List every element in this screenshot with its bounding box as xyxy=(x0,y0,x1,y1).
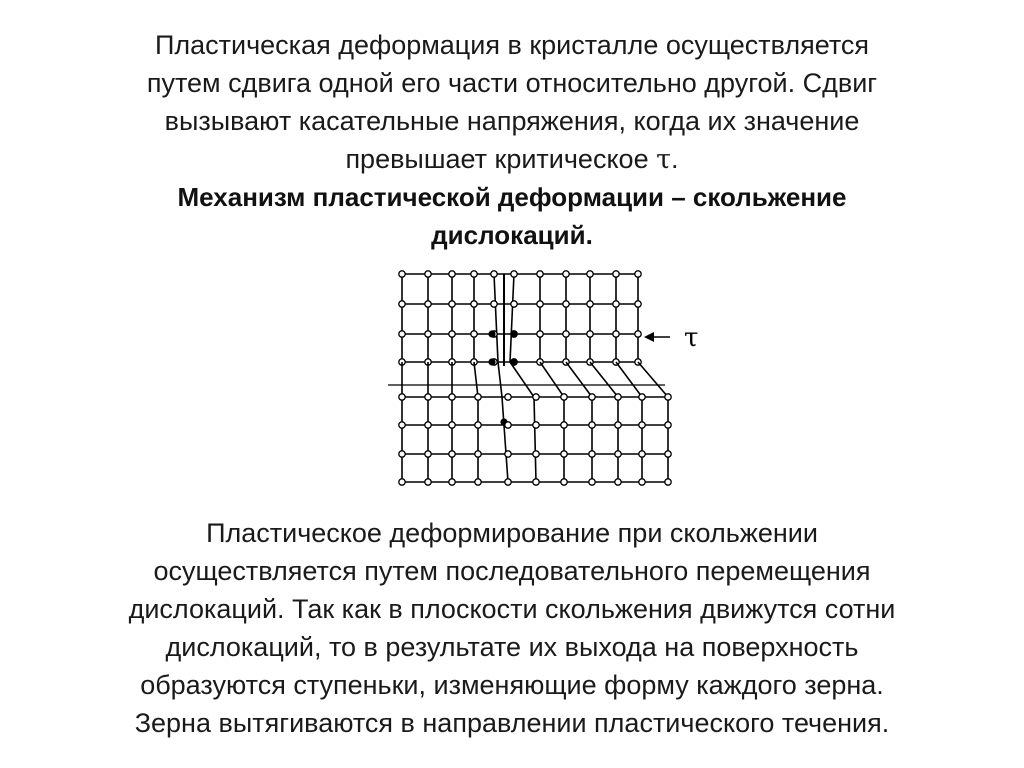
lattice-atom xyxy=(449,271,455,277)
lattice-atom xyxy=(399,271,405,277)
lattice-bond-line xyxy=(510,362,534,397)
lattice-atom xyxy=(399,422,405,428)
lattice-atom xyxy=(533,451,539,457)
lattice-atom xyxy=(537,271,543,277)
stress-label: τ xyxy=(684,323,699,353)
lattice-atom xyxy=(471,301,477,307)
lattice-atom xyxy=(537,331,543,337)
lattice-bond-line xyxy=(498,362,502,397)
lattice-atom xyxy=(399,394,405,400)
lattice-atom xyxy=(491,271,497,277)
lower-crystal-lattice xyxy=(399,362,671,485)
intro-line: Пластическая деформация в кристалле осуществляется xyxy=(154,30,870,60)
intro-line-text: превышает критическое xyxy=(345,144,657,174)
lattice-atom xyxy=(563,331,569,337)
lattice-bond-line xyxy=(566,362,592,397)
heading-line: Механизм пластической деформации – скольжение xyxy=(177,182,847,212)
intro-line-period: . xyxy=(671,144,679,174)
outro-line: дислокаций, то в результате их выхода на поверхность xyxy=(165,632,859,662)
lattice-bond-line xyxy=(474,362,478,397)
lattice-atom xyxy=(635,331,641,337)
outro-line: Зерна вытягиваются в направлении пластического течения. xyxy=(134,708,890,738)
dislocation-core-atom xyxy=(488,330,495,337)
lattice-atom xyxy=(399,301,405,307)
lattice-atom xyxy=(561,422,567,428)
outro-line: дислокаций. Так как в плоскости скольжения движутся сотни xyxy=(128,594,896,624)
dislocation-core-atom xyxy=(510,330,517,337)
heading-line: дислокаций. xyxy=(431,220,593,250)
lattice-atom xyxy=(635,271,641,277)
lattice-atom xyxy=(537,301,543,307)
lattice-atom xyxy=(615,479,621,485)
lattice-atom xyxy=(505,451,511,457)
lattice-atom xyxy=(475,451,481,457)
lattice-bond-line xyxy=(590,362,618,397)
lattice-atom xyxy=(449,451,455,457)
intro-line: вызывают касательные напряжения, когда их значение xyxy=(164,106,860,136)
lattice-atom xyxy=(449,422,455,428)
stress-arrow-head xyxy=(644,332,654,342)
lattice-atom xyxy=(665,451,671,457)
lattice-atom xyxy=(587,271,593,277)
lattice-atom xyxy=(665,422,671,428)
lattice-atom xyxy=(615,422,621,428)
lattice-atom xyxy=(639,451,645,457)
lattice-column-line xyxy=(494,274,498,362)
lattice-atom xyxy=(449,331,455,337)
lattice-bond-line xyxy=(616,362,642,397)
lattice-atom xyxy=(615,394,621,400)
lattice-column-line xyxy=(502,397,508,482)
lattice-atom xyxy=(399,479,405,485)
lattice-atom xyxy=(425,451,431,457)
lattice-atom xyxy=(511,271,517,277)
lattice-atom xyxy=(587,301,593,307)
lattice-atom xyxy=(589,451,595,457)
lattice-atom xyxy=(613,301,619,307)
lattice-atom xyxy=(589,422,595,428)
intro-paragraph xyxy=(0,26,1024,179)
lattice-atom xyxy=(399,331,405,337)
lattice-atom xyxy=(471,271,477,277)
lattice-atom xyxy=(399,451,405,457)
lattice-atom xyxy=(561,451,567,457)
lattice-atom xyxy=(639,394,645,400)
lattice-atom xyxy=(613,331,619,337)
lattice-atom xyxy=(425,271,431,277)
lattice-atom xyxy=(511,301,517,307)
lattice-atom xyxy=(533,422,539,428)
lattice-atom xyxy=(425,394,431,400)
lattice-atom xyxy=(589,394,595,400)
lattice-bond-line xyxy=(540,362,564,397)
lattice-atom xyxy=(471,331,477,337)
lattice-atom xyxy=(449,301,455,307)
lattice-column-line xyxy=(534,397,536,482)
lattice-atom xyxy=(613,271,619,277)
lattice-atom xyxy=(639,422,645,428)
outro-paragraph xyxy=(0,514,1024,742)
lattice-atom xyxy=(563,301,569,307)
lattice-atom xyxy=(425,479,431,485)
lattice-atom xyxy=(635,301,641,307)
lattice-atom xyxy=(589,479,595,485)
tau-symbol: τ xyxy=(656,144,672,175)
stress-arrow xyxy=(644,332,670,342)
upper-crystal-lattice xyxy=(399,271,641,426)
lattice-atom xyxy=(449,394,455,400)
lattice-atom xyxy=(533,394,539,400)
lattice-atom xyxy=(587,331,593,337)
lattice-column-line xyxy=(510,274,514,362)
lattice-atom xyxy=(475,479,481,485)
lattice-atom xyxy=(533,479,539,485)
lattice-atom xyxy=(505,422,511,428)
lattice-atom xyxy=(425,301,431,307)
lattice-atom xyxy=(449,479,455,485)
lattice-atom xyxy=(561,479,567,485)
lattice-atom xyxy=(491,301,497,307)
lattice-bond-line xyxy=(638,362,668,397)
edge-dislocation-diagram xyxy=(380,262,720,502)
dislocation-core-atom xyxy=(488,358,495,365)
lattice-atom xyxy=(563,271,569,277)
intro-line: путем сдвига одной его части относительно другой. Сдвиг xyxy=(146,68,878,98)
lattice-atom xyxy=(505,479,511,485)
lattice-atom xyxy=(475,422,481,428)
lattice-atom xyxy=(425,331,431,337)
lattice-atom xyxy=(425,422,431,428)
lattice-atom xyxy=(615,451,621,457)
outro-line: Пластическое деформирование при скольжении xyxy=(206,518,818,548)
lattice-atom xyxy=(561,394,567,400)
intro-line-last xyxy=(0,140,1024,179)
lattice-atom xyxy=(475,394,481,400)
outro-line: образуются ступеньки, изменяющие форму каждого зерна. xyxy=(140,670,884,700)
lattice-atom xyxy=(665,394,671,400)
outro-line: осуществляется путем последовательного перемещения xyxy=(153,556,871,586)
lattice-atom xyxy=(639,479,645,485)
lattice-atom xyxy=(665,479,671,485)
lattice-atom xyxy=(505,394,511,400)
section-heading xyxy=(0,178,1024,254)
